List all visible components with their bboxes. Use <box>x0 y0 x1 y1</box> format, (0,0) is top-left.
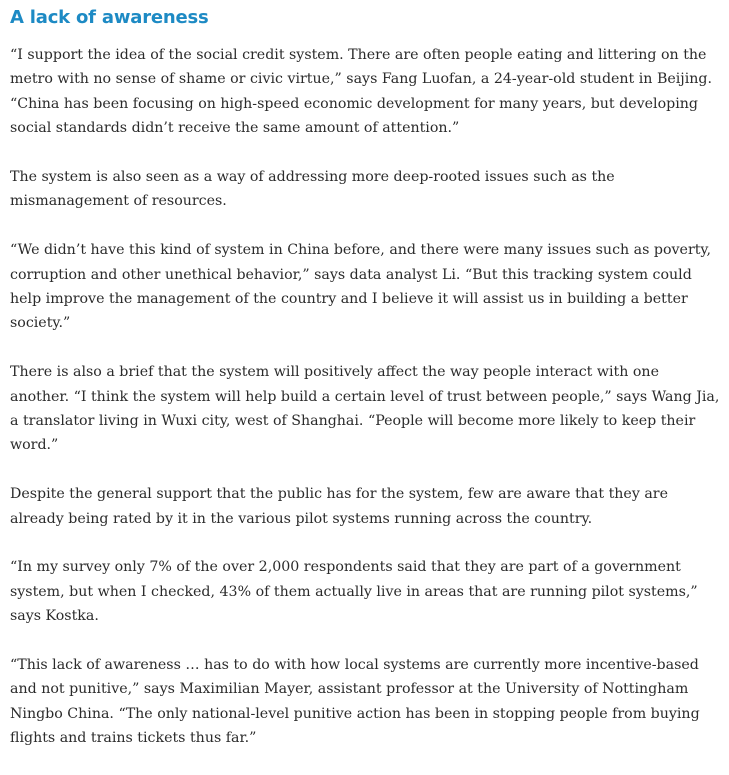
paragraph-analyst-li-quote: “We didn’t have this kind of system in China before, and there were many issues such as poverty, corruption and other unethical behavior,” says data analyst Li. “But this tracking system could help improve the management of the country and I believe it will assist us in building a better society.” <box>10 242 712 332</box>
paragraph-fang-luofan-quote: “I support the idea of the social credit system. There are often people eating and littering on the metro with no sense of shame or civic virtue,” says Fang Luofan, a 24-year-old student in Beijing. “China has been focusing on high-speed economic development for many years, but developing social standards didn’t receive the same amount of attention.” <box>10 47 712 137</box>
article-body <box>10 6 722 775</box>
section-heading: A lack of awareness <box>10 7 209 28</box>
paragraph-deep-rooted-issues: The system is also seen as a way of addressing more deep-rooted issues such as the mismanagement of resources. <box>10 169 615 210</box>
paragraph-public-awareness: Despite the general support that the public has for the system, few are aware that they are already being rated by it in the various pilot systems running across the country. <box>10 486 668 527</box>
paragraph-maximilian-mayer-quote: “This lack of awareness … has to do with how local systems are currently more incentive-based and not punitive,” says Maximilian Mayer, assistant professor at the University of Nottingham Ningbo China. “The only national-level punitive action has been in stopping people from buying flights and trains tickets thus far.” <box>10 657 700 747</box>
paragraph-kostka-survey: “In my survey only 7% of the over 2,000 respondents said that they are part of a government system, but when I checked, 43% of them actually live in areas that are running pilot systems,” says Kostka. <box>10 559 698 625</box>
paragraph-wang-jia-quote: There is also a brief that the system will positively affect the way people interact with one another. “I think the system will help build a certain level of trust between people,” says Wang Jia, a translator living in Wuxi city, west of Shanghai. “People will become more likely to keep their word.” <box>10 364 720 454</box>
